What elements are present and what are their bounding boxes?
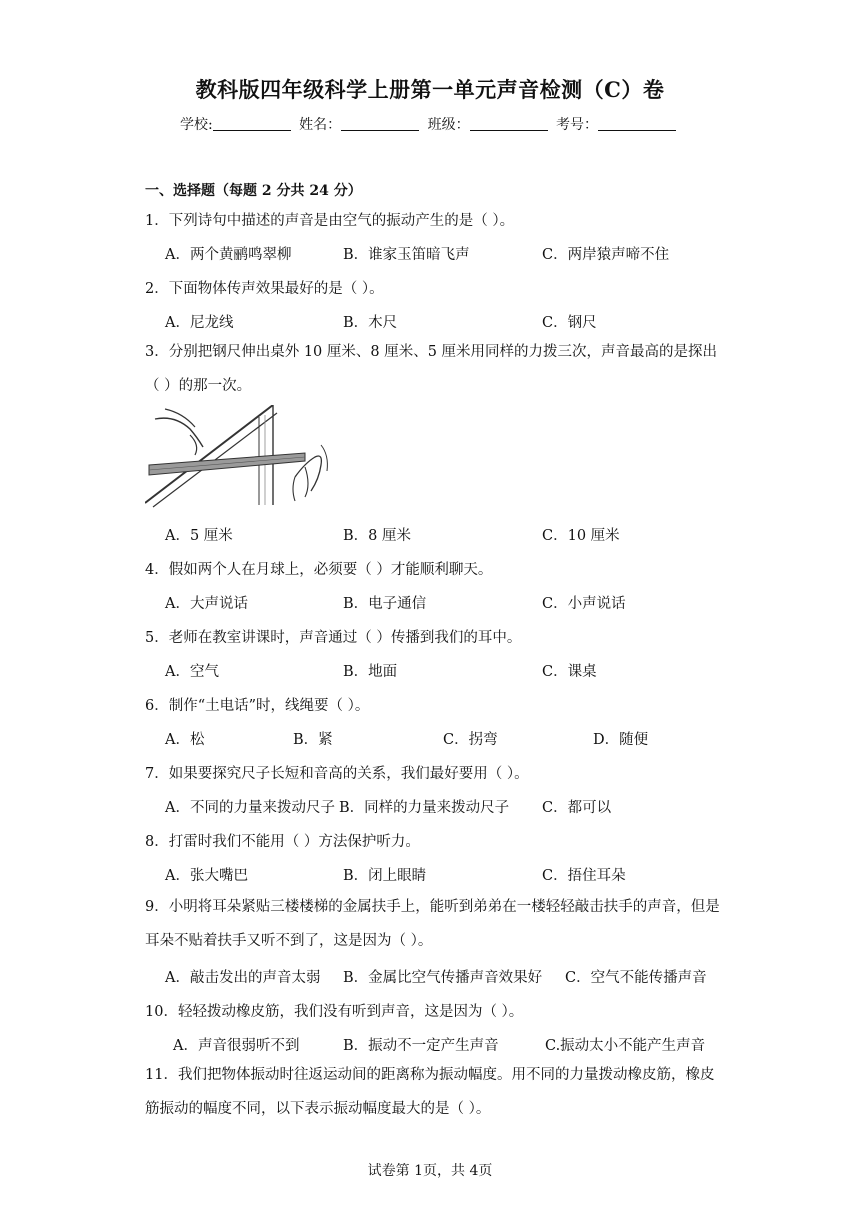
school-label: 学校: — [179, 117, 213, 133]
option-a[interactable]: A．两个黄鹂鸣翠柳 — [165, 247, 292, 263]
option-b[interactable]: B．8 厘米 — [343, 528, 411, 544]
option-c[interactable]: C．课桌 — [542, 664, 597, 680]
option-b[interactable]: B．同样的力量来拨动尺子 — [339, 800, 510, 816]
question-9: 9．小明将耳朵紧贴三楼楼梯的金属扶手上，能听到弟弟在一楼轻轻敲击扶手的声音，但是耳朵不贴着扶手又听不到了，这是因为（ ）。 — [145, 899, 720, 949]
option-c[interactable]: C．都可以 — [542, 800, 612, 816]
option-b[interactable]: B．电子通信 — [343, 596, 427, 612]
option-a[interactable]: A．声音很弱听不到 — [173, 1038, 300, 1054]
question-1: 1．下列诗句中描述的声音是由空气的振动产生的是（ ）。 — [145, 213, 515, 229]
page-footer: 试卷第 1页，共 4页 — [367, 1163, 493, 1179]
ruler-desk-figure — [145, 405, 335, 510]
name-blank[interactable] — [341, 116, 419, 131]
option-b[interactable]: B．闭上眼睛 — [343, 868, 427, 884]
option-c[interactable]: C．两岸猿声啼不住 — [542, 247, 670, 263]
exam-no-label: 考号： — [556, 117, 599, 133]
school-blank[interactable] — [213, 116, 291, 131]
exam-no-blank[interactable] — [598, 116, 676, 131]
option-b[interactable]: B．木尺 — [343, 315, 398, 331]
question-11: 11．我们把物体振动时往返运动间的距离称为振动幅度。用不同的力量拨动橡皮筋，橡皮筋振动的幅度不同，以下表示振动幅度最大的是（ ）。 — [145, 1067, 715, 1117]
option-a[interactable]: A．张大嘴巴 — [165, 868, 248, 884]
question-6: 6．制作“土电话”时，线绳要（ ）。 — [145, 698, 370, 714]
option-a[interactable]: A．敲击发出的声音太弱 — [165, 970, 321, 986]
option-b[interactable]: B．紧 — [293, 732, 333, 748]
option-b[interactable]: B．地面 — [343, 664, 398, 680]
question-10: 10．轻轻拨动橡皮筋，我们没有听到声音，这是因为（ ）。 — [145, 1004, 524, 1020]
page-title: 教科版四年级科学上册第一单元声音检测（C）卷 — [195, 77, 665, 102]
class-label: 班级： — [427, 117, 470, 133]
option-c[interactable]: C．钢尺 — [542, 315, 597, 331]
option-a[interactable]: A．空气 — [165, 664, 219, 680]
question-4: 4．假如两个人在月球上，必须要（ ）才能顺利聊天。 — [145, 562, 493, 578]
option-c[interactable]: C．捂住耳朵 — [542, 868, 626, 884]
option-c[interactable]: C．拐弯 — [443, 732, 498, 748]
option-b[interactable]: B．金属比空气传播声音效果好 — [343, 970, 543, 986]
question-5: 5．老师在教室讲课时，声音通过（ ）传播到我们的耳中。 — [145, 630, 522, 646]
option-a[interactable]: A．松 — [165, 732, 205, 748]
option-a[interactable]: A．不同的力量来拨动尺子 — [165, 800, 335, 816]
option-a[interactable]: A．5 厘米 — [165, 528, 233, 544]
option-d[interactable]: D．随便 — [593, 732, 649, 748]
question-8: 8．打雷时我们不能用（ ）方法保护听力。 — [145, 834, 420, 850]
question-7: 7．如果要探究尺子长短和音高的关系，我们最好要用（ ）。 — [145, 766, 529, 782]
student-info-line — [0, 114, 860, 134]
option-c[interactable]: C．空气不能传播声音 — [565, 970, 707, 986]
option-a[interactable]: A．大声说话 — [165, 596, 248, 612]
option-b[interactable]: B．谁家玉笛暗飞声 — [343, 247, 470, 263]
option-a[interactable]: A．尼龙线 — [165, 315, 234, 331]
section-heading: 一、选择题（每题 2 分共 24 分） — [145, 183, 362, 199]
option-c[interactable]: C．小声说话 — [542, 596, 626, 612]
question-3: 3．分别把钢尺伸出桌外 10 厘米、8 厘米、5 厘米用同样的力拨三次，声音最高的是探出（ ）的那一次。 — [145, 344, 718, 394]
option-c[interactable]: C．10 厘米 — [542, 528, 620, 544]
option-c[interactable]: C.振动太小不能产生声音 — [545, 1038, 706, 1054]
name-label: 姓名： — [299, 117, 342, 133]
class-blank[interactable] — [470, 116, 548, 131]
option-b[interactable]: B．振动不一定产生声音 — [343, 1038, 499, 1054]
question-2: 2．下面物体传声效果最好的是（ ）。 — [145, 281, 384, 297]
